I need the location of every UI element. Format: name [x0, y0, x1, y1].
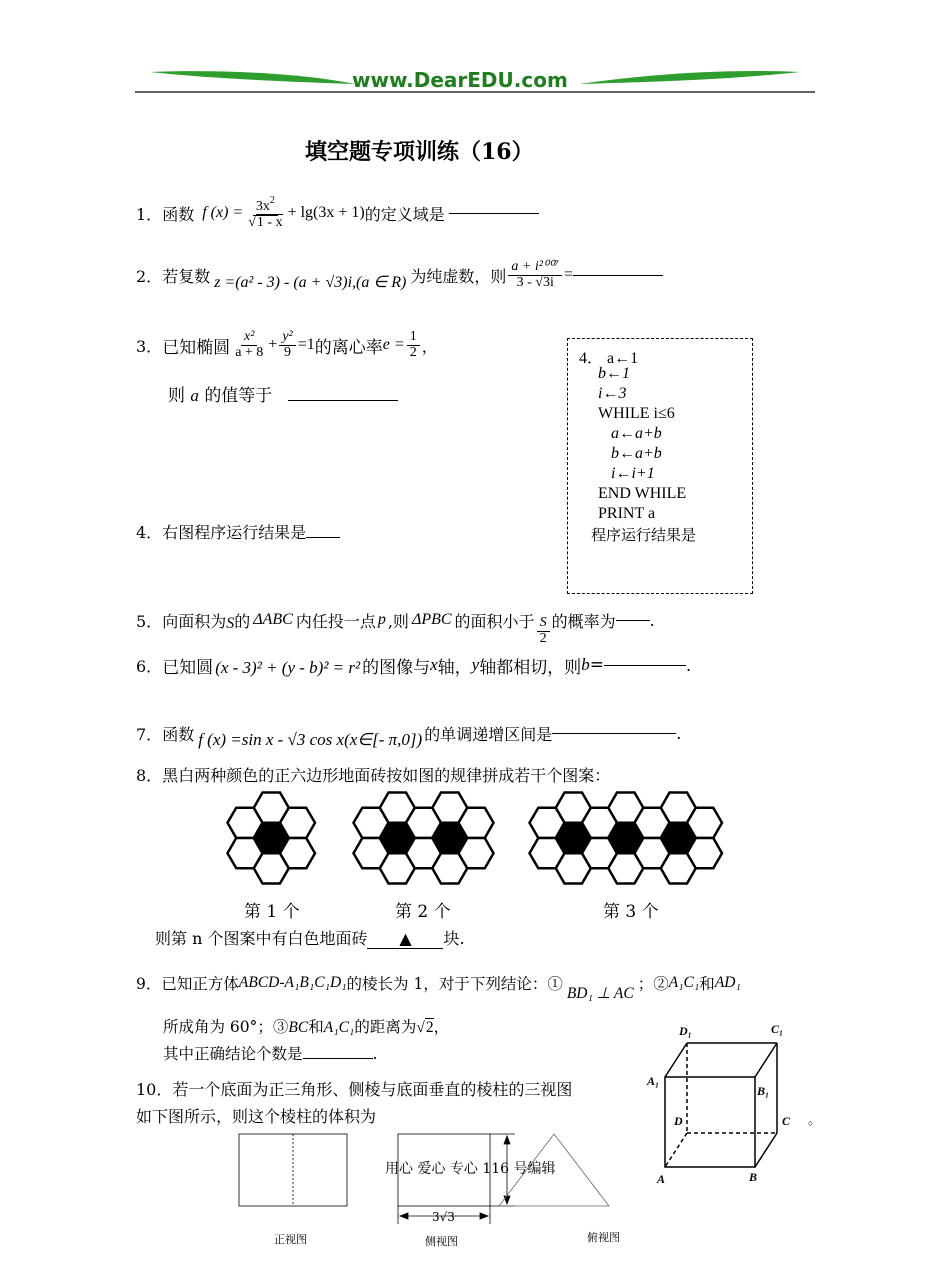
program-line-3: i←3 — [598, 385, 627, 402]
program-line-8: END WHILE — [598, 485, 687, 502]
question-9-line3: 其中正确结论个数是 . — [163, 1045, 378, 1063]
program-line-9: PRINT a — [598, 505, 656, 522]
q3-answer-blank[interactable] — [288, 400, 398, 401]
site-name: www.DearEDU.com — [352, 68, 568, 92]
question-10: 10．若一个底面为正三角形、侧棱与底面垂直的棱柱的三视图 — [136, 1080, 573, 1099]
question-9-line2: 所成角为 60°；③BC和A₁C₁的距离为√2， — [163, 1018, 450, 1036]
program-footer: 程序运行结果是 — [591, 526, 697, 544]
cube-label-b1: B₁ — [757, 1084, 770, 1098]
q7-answer-blank[interactable] — [552, 733, 676, 734]
question-8: 8．黑白两种颜色的正六边形地面砖按如图的规律拼成若干个图案： — [136, 766, 611, 785]
cube-label-d1: D₁ — [679, 1024, 692, 1038]
cube-label-c: C — [782, 1114, 791, 1128]
question-2: 2． 若复数 z =(a² - 3) - (a + √3)i,(a ∈ R) 为纯虚数，则 $\frac{\text{a + i²⁰⁰⁷}}{3 - √3i}$ = — [136, 258, 663, 292]
triangle-marker-icon: ▲ — [399, 929, 412, 948]
pattern-2-white-tile — [459, 808, 494, 838]
q4-answer-blank[interactable] — [306, 537, 340, 538]
q6-answer-blank[interactable] — [604, 665, 686, 666]
q5-answer-blank[interactable] — [616, 620, 650, 621]
program-line-4: WHILE i≤6 — [598, 405, 675, 422]
question-5: 5． 向面积为 S 的 ΔABC 内任投一点 p ,则 ΔPBC 的面积小于 $\frac{S}{2}$ 的概率为 . — [136, 610, 655, 646]
question-4: 4．右图程序运行结果是 — [136, 520, 340, 543]
pattern-label-2: 第 2 个 — [395, 902, 451, 922]
hexagon-tile-patterns — [215, 782, 735, 894]
pattern-2-white-tile — [459, 838, 494, 868]
pattern-1-white-tile — [280, 838, 315, 868]
q1-answer-blank[interactable] — [449, 213, 539, 214]
top-view-caption: 俯视图 — [587, 1232, 620, 1244]
pattern-label-1: 第 1 个 — [244, 902, 300, 922]
footer-edit-note: 用心 爱心 专心 116 号编辑 — [385, 1161, 556, 1177]
side-view-width-label: 3√3 — [432, 1210, 455, 1224]
pattern-3-white-tile — [687, 808, 722, 838]
pattern-label-3: 第 3 个 — [603, 902, 659, 922]
q2-answer-blank[interactable] — [573, 275, 663, 276]
q2-fraction: $\frac{\text{a + i²⁰⁰⁷}}{3 - √3i}$ — [508, 260, 562, 290]
q1-fraction: $\frac{3x^2}{√1 - x}$ — [248, 195, 283, 230]
cube-label-a1: A₁ — [647, 1074, 660, 1088]
question-6: 6． 已知圆 (x - 3)² + (y - b)² = r² 的图像与 x 轴， y 轴都相切，则 b = . — [136, 655, 692, 678]
question-3-line2: 则 a 的值等于 — [168, 381, 398, 406]
question-7: 7． 函数 f (x) =sin x - √3 cos x(x∈[- π,0]) 的单调递增区间是 . — [136, 723, 682, 749]
cube-label-b: B — [749, 1170, 758, 1184]
question-1: 1． 函数 f (x) = $\frac{3x^2}{√1 - x}$ + lg(3x + 1) 的定义域是 — [136, 196, 539, 230]
question-3: 3． 已知椭圆 $\frac{\text{x²}}{a + 8}$ + $\frac{\text{y²}}{9}$ =1 的离心率 e = $\frac{1}{2}$ ， — [136, 329, 438, 360]
question-8-answer: 则第 n 个图案中有白色地面砖 ▲ 块. — [155, 929, 465, 948]
cube-diagram — [645, 1015, 805, 1190]
side-view-caption: 侧视图 — [425, 1236, 458, 1248]
pattern-3-white-tile — [687, 838, 722, 868]
program-line-1: 4． a←1 — [579, 350, 639, 367]
program-box — [567, 338, 753, 594]
q8-answer-blank[interactable] — [367, 929, 443, 949]
question-10-line2: 如下图所示，则这个棱柱的体积为 — [136, 1107, 377, 1126]
program-line-2: b←1 — [598, 365, 630, 382]
question-10-end: 。 — [808, 1113, 822, 1128]
cube-label-c1: C₁ — [771, 1022, 784, 1036]
pattern-1-white-tile — [280, 808, 315, 838]
program-line-5: a←a+b — [611, 425, 662, 442]
front-view-caption: 正视图 — [274, 1234, 307, 1246]
program-line-6: b←a+b — [611, 445, 662, 462]
page-title: 填空题专项训练（16） — [305, 139, 534, 165]
cube-label-a: A — [657, 1172, 666, 1186]
cube-label-d: D — [674, 1114, 683, 1128]
question-9: 9． 已知正方体 ABCD-A₁B₁C₁D₁ 的棱长为 1，对于下列结论：① BD₁ ⊥ AC ；② A₁C₁ 和 AD₁ — [136, 973, 741, 1002]
program-line-7: i←i+1 — [611, 465, 655, 482]
q9-answer-blank[interactable] — [303, 1058, 373, 1059]
